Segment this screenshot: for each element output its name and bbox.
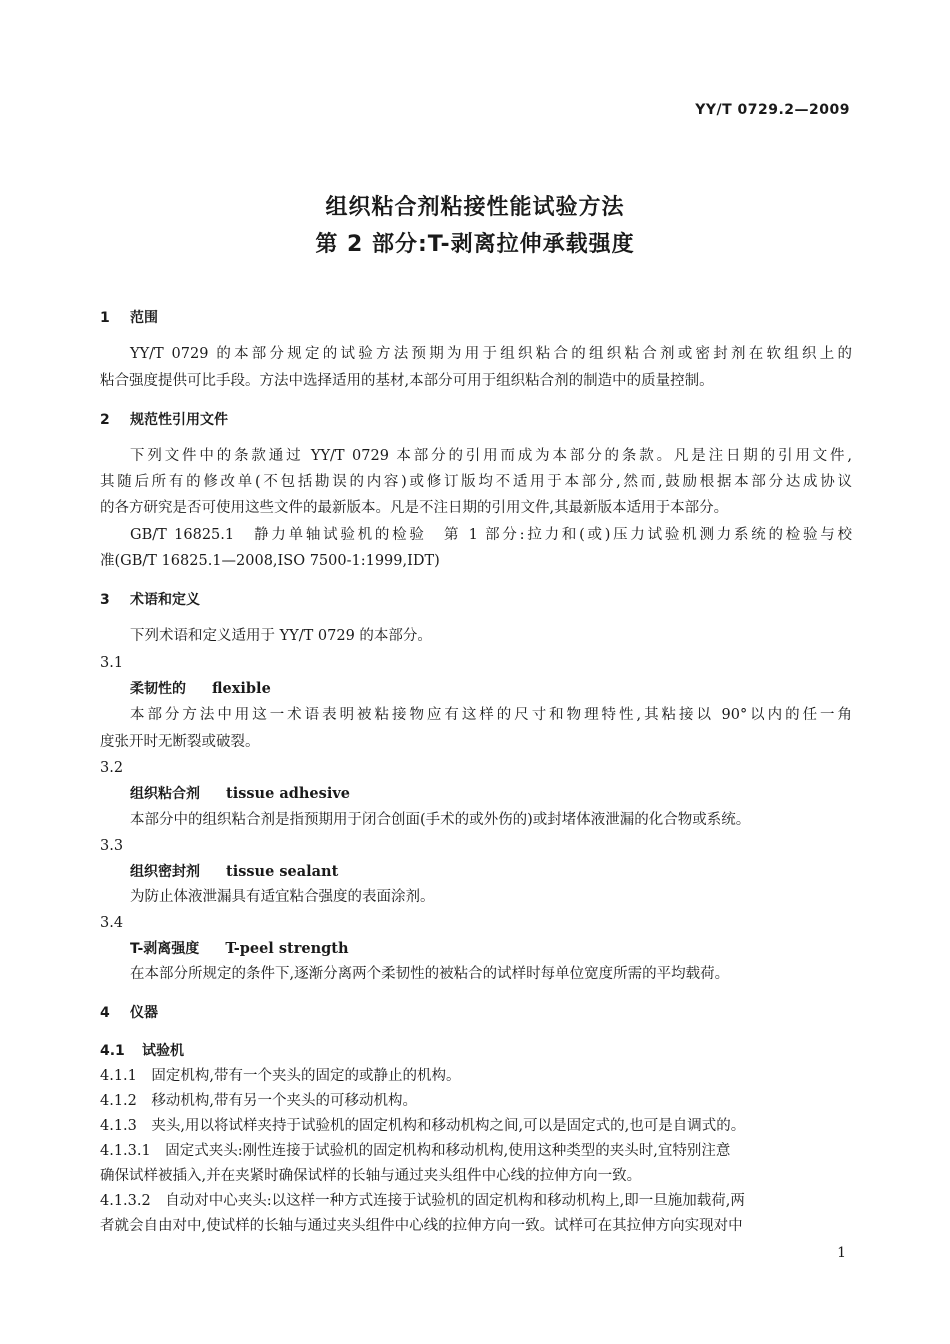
- term-entry: [100, 679, 852, 699]
- term-number: 3.2: [100, 760, 124, 776]
- clause-text: 固定式夹头:刚性连接于试验机的固定机构和移动机构,使用这种类型的夹头时,宜特别注意: [165, 1143, 731, 1159]
- term-english: tissue sealant: [226, 863, 339, 880]
- clause-4-1-3-2: [100, 1191, 852, 1211]
- clause-number: 4.1.3.2: [100, 1193, 151, 1209]
- section-1-heading: [100, 308, 852, 328]
- clause-4-1-2: [100, 1091, 852, 1111]
- term-english: flexible: [212, 680, 271, 697]
- term-chinese: 柔韧性的: [130, 681, 186, 697]
- subsection-4-1-heading: [100, 1041, 852, 1061]
- paragraph-line: 的各方研究是否可使用这些文件的最新版本。凡是不注日期的引用文件,其最新版本适用于本部分。: [100, 500, 729, 516]
- document-title: 组织粘合剂粘接性能试验方法: [325, 195, 625, 220]
- section-title: 术语和定义: [130, 592, 200, 608]
- term-english: tissue adhesive: [226, 785, 350, 802]
- document-subtitle: 第 2 部分:T-剥离拉伸承载强度: [315, 232, 635, 257]
- section-title: 范围: [130, 310, 158, 326]
- term-chinese: 组织粘合剂: [130, 786, 200, 802]
- definition-line: 为防止体液泄漏具有适宜粘合强度的表面涂剂。: [130, 889, 435, 905]
- clause-number: 4.1.2: [100, 1093, 137, 1109]
- clause-continuation: 者就会自由对中,使试样的长轴与通过夹头组件中心线的拉伸方向一致。试样可在其拉伸方向实现对中: [100, 1218, 743, 1234]
- page-number: 1: [837, 1245, 846, 1261]
- clause-4-1-1: [100, 1066, 852, 1086]
- section-number: 4: [100, 1005, 110, 1021]
- term-number: 3.1: [100, 655, 124, 671]
- paragraph-line: YY/T 0729 的本部分规定的试验方法预期为用于组织粘合的组织粘合剂或密封剂在软组织上的: [130, 346, 852, 362]
- clause-text: 固定机构,带有一个夹头的固定的或静止的机构。: [151, 1068, 461, 1084]
- clause-4-1-3-1: [100, 1141, 852, 1161]
- term-number: 3.3: [100, 838, 124, 854]
- definition-line: 本部分中的组织粘合剂是指预期用于闭合创面(手术的或外伤的)或封堵体液泄漏的化合物或系统。: [130, 812, 751, 828]
- paragraph-line: 下列文件中的条款通过 YY/T 0729 本部分的引用而成为本部分的条款。凡是注日期的引用文件,: [130, 448, 852, 464]
- section-number: 2: [100, 412, 110, 428]
- definition-line: 度张开时无断裂或破裂。: [100, 734, 260, 750]
- term-number: 3.4: [100, 915, 124, 931]
- definition-line: 本部分方法中用这一术语表明被粘接物应有这样的尺寸和物理特性,其粘接以 90°以内的任一角: [130, 707, 852, 723]
- term-chinese: T-剥离强度: [130, 941, 200, 957]
- reference-line: GB/T 16825.1 静力单轴试验机的检验 第 1 部分:拉力和(或)压力试验机测力系统的检验与校: [130, 527, 852, 543]
- subsection-title: 试验机: [142, 1043, 184, 1059]
- paragraph-line: 其随后所有的修改单(不包括勘误的内容)或修订版均不适用于本部分,然而,鼓励根据本部分达成协议: [100, 474, 852, 490]
- term-chinese: 组织密封剂: [130, 864, 200, 880]
- clause-text: 自动对中心夹头:以这样一种方式连接于试验机的固定机构和移动机构上,即一旦施加载荷,两: [165, 1193, 745, 1209]
- clause-number: 4.1.3.1: [100, 1143, 151, 1159]
- standard-code: YY/T 0729.2—2009: [695, 102, 850, 118]
- clause-number: 4.1.1: [100, 1068, 137, 1084]
- section-4-heading: [100, 1003, 852, 1023]
- reference-line: 准(GB/T 16825.1—2008,ISO 7500-1:1999,IDT): [100, 553, 440, 569]
- section-number: 1: [100, 310, 110, 326]
- clause-continuation: 确保试样被插入,并在夹紧时确保试样的长轴与通过夹头组件中心线的拉伸方向一致。: [100, 1168, 642, 1184]
- clause-text: 移动机构,带有另一个夹头的可移动机构。: [151, 1093, 418, 1109]
- paragraph-line: 粘合强度提供可比手段。方法中选择适用的基材,本部分可用于组织粘合剂的制造中的质量控制。: [100, 373, 714, 389]
- section-2-heading: [100, 410, 852, 430]
- term-entry: [100, 784, 852, 804]
- subsection-number: 4.1: [100, 1043, 125, 1059]
- clause-text: 夹头,用以将试样夹持于试验机的固定机构和移动机构之间,可以是固定式的,也可是自调式的。: [151, 1118, 746, 1134]
- term-english: T-peel strength: [225, 940, 349, 957]
- section-number: 3: [100, 592, 110, 608]
- term-entry: [100, 862, 852, 882]
- section-title: 仪器: [130, 1005, 158, 1021]
- term-entry: [100, 939, 852, 959]
- paragraph-line: 下列术语和定义适用于 YY/T 0729 的本部分。: [130, 628, 432, 644]
- section-3-heading: [100, 590, 852, 610]
- definition-line: 在本部分所规定的条件下,逐渐分离两个柔韧性的被粘合的试样时每单位宽度所需的平均载荷。: [130, 966, 730, 982]
- section-title: 规范性引用文件: [130, 412, 228, 428]
- clause-4-1-3: [100, 1116, 852, 1136]
- clause-number: 4.1.3: [100, 1118, 137, 1134]
